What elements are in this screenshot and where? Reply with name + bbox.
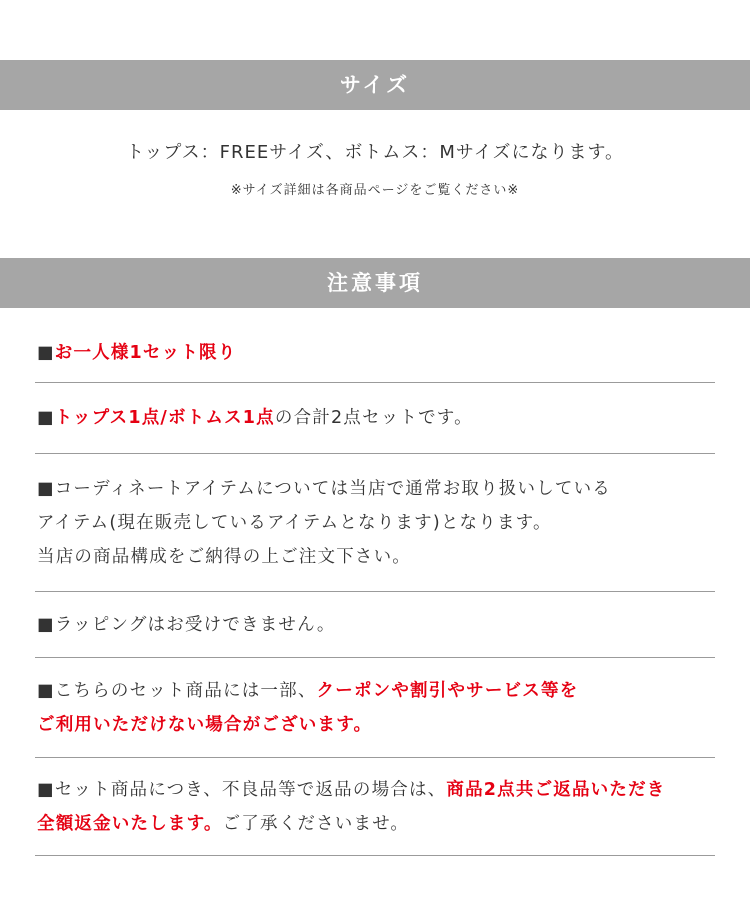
note-item-return-line1 [37,778,665,802]
note-item-coupon-text: ■こちらのセット商品には一部、 [37,681,317,701]
note-item-return-text: ■セット商品につき、不良品等で返品の場合は、 [37,780,447,800]
note-item-set-contents [37,406,473,430]
note-item-set-contents-red: トップス1点/ボトムス1点 [54,408,275,428]
bullet-marker: ■ [37,408,55,428]
note-item-coupon-red: クーポンや割引やサービス等を [316,681,579,701]
divider [35,382,715,383]
note-item-set-limit-red: お一人様1セット限り [54,343,237,363]
note-item-refund-red: 全額返金いたします。 [37,814,223,834]
size-description: トップス：FREEサイズ、ボトムス：Mサイズになります。 [125,142,625,163]
notes-section-header: 注意事項 [0,258,750,308]
note-item-coupon-line1 [37,679,578,703]
size-section-header: サイズ [0,60,750,110]
note-item-wrapping: ■ラッピングはお受けできません。 [37,615,336,635]
note-item-set-limit [37,341,236,365]
divider [35,453,715,454]
note-item-return-line2 [37,812,409,836]
note-item-coupon-line2: ご利用いただけない場合がございます。 [37,715,373,735]
note-item-refund-text: ご了承くださいませ。 [222,814,410,834]
note-item-set-contents-text: の合計2点セットです。 [274,408,473,428]
bullet-marker: ■ [37,343,55,363]
note-item-coordinate-line2: アイテム(現在販売しているアイテムとなります)となります。 [37,513,552,533]
divider [35,757,715,758]
note-item-coordinate-line3: 当店の商品構成をご納得の上ご注文下さい。 [37,547,411,567]
size-detail-note: ※サイズ詳細は各商品ページをご覧ください※ [230,183,520,198]
divider [35,591,715,592]
note-item-coordinate-line1: ■コーディネートアイテムについては当店で通常お取り扱いしている [37,479,612,499]
divider [35,657,715,658]
note-item-return-red: 商品2点共ご返品いただき [446,780,666,800]
divider [35,855,715,856]
